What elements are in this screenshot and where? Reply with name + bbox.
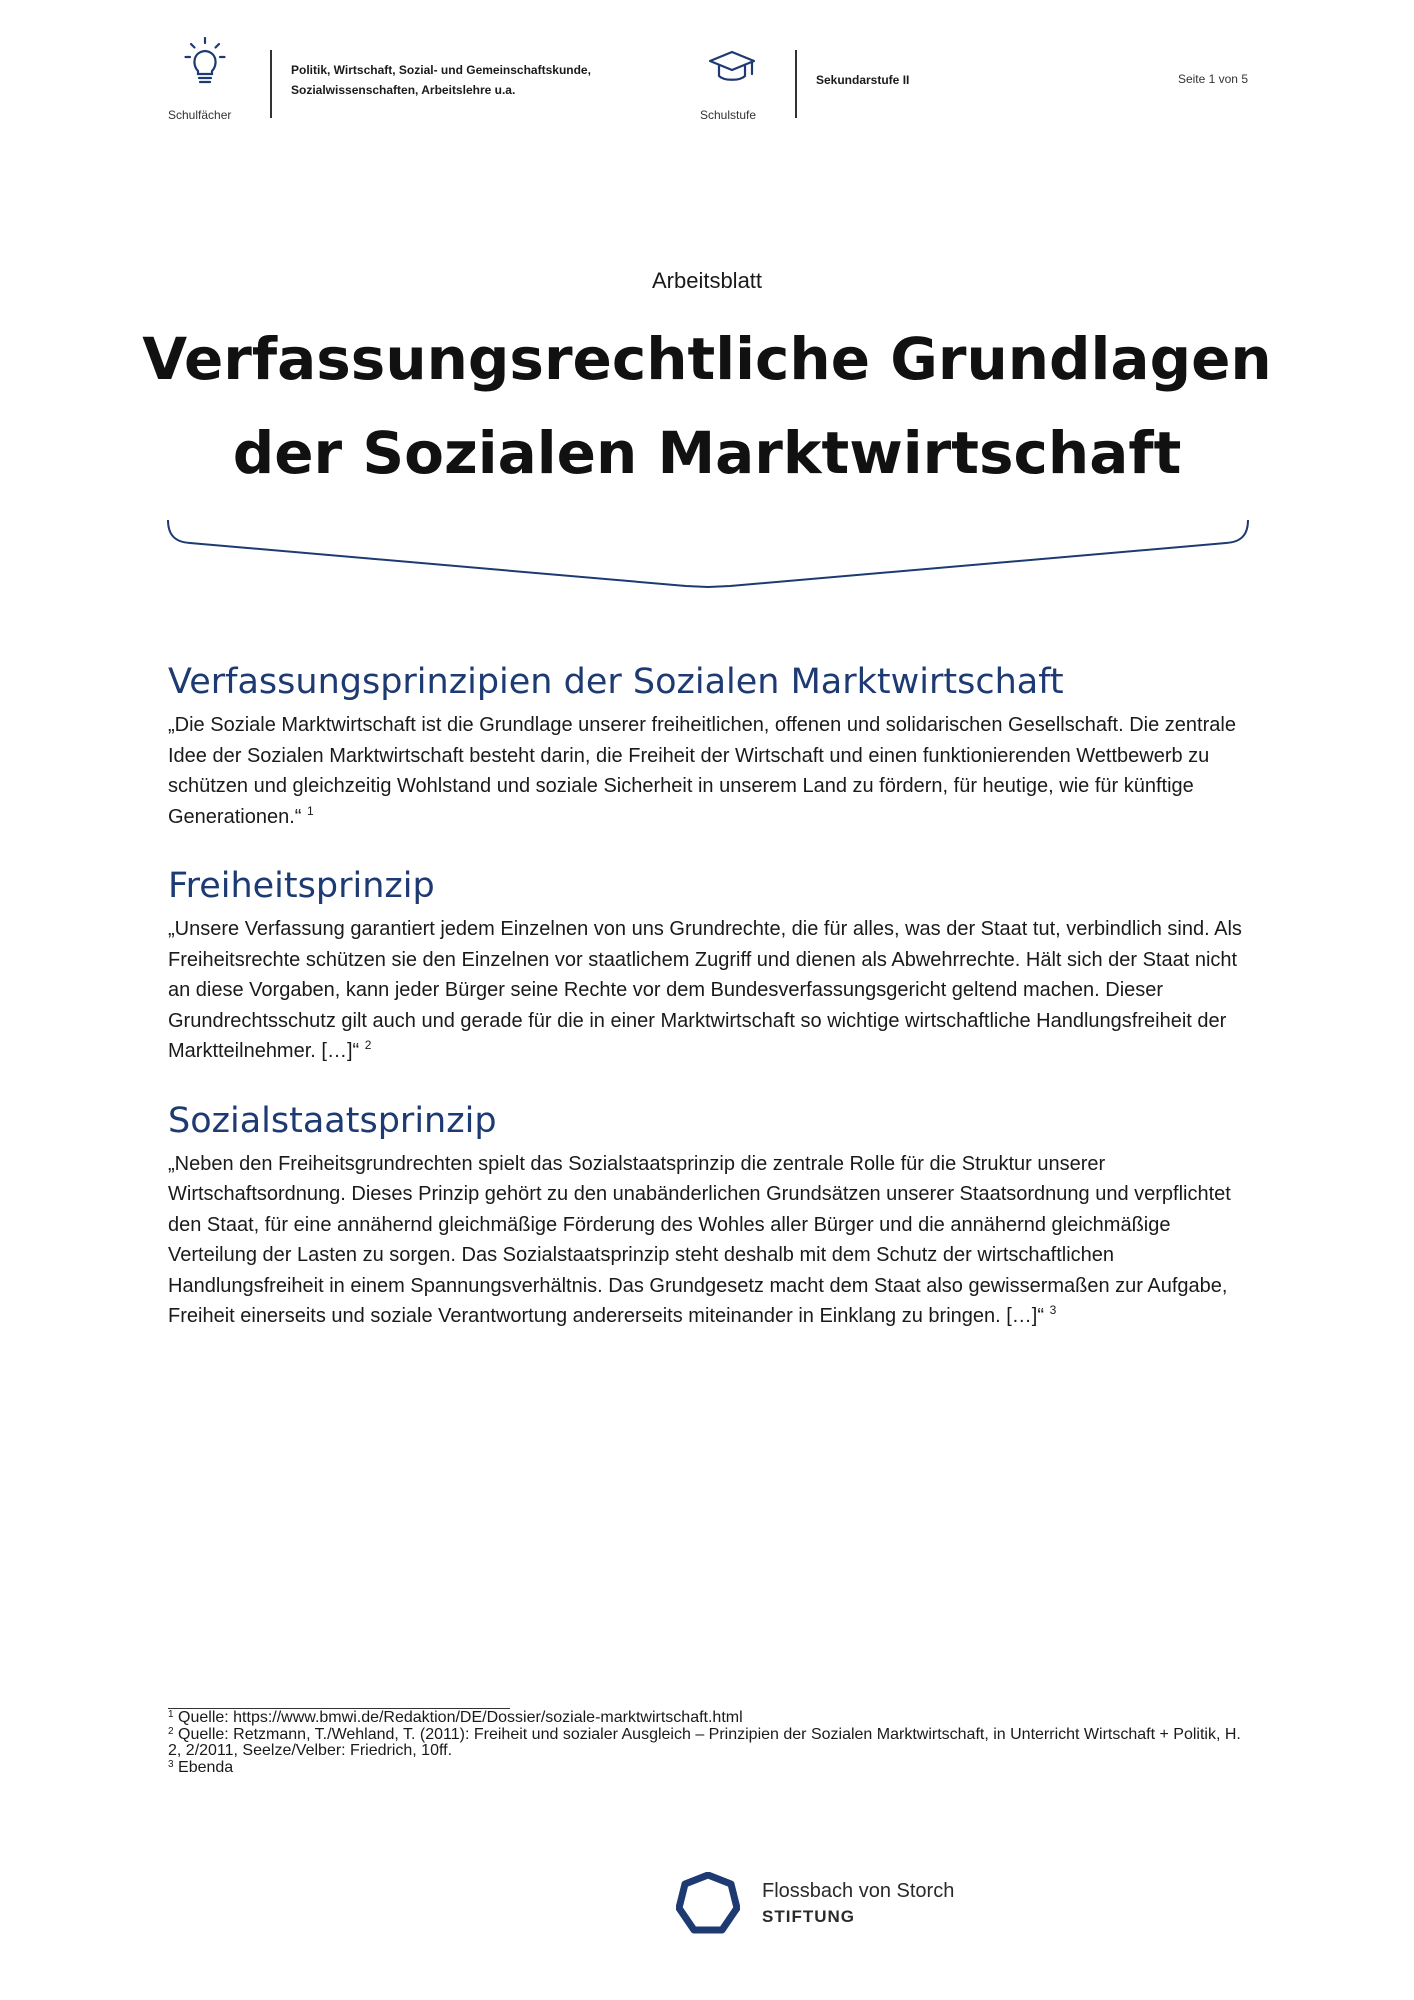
page-number: Seite 1 von 5 [1177, 72, 1248, 86]
title-line-1: Verfassungsrechtliche Grundlagen [142, 325, 1272, 393]
title-brace-divider [166, 520, 1250, 590]
section-freiheitsprinzip [168, 862, 1248, 1067]
document-kicker: Arbeitsblatt [651, 268, 763, 293]
footnote-ref[interactable]: 2 [364, 1038, 372, 1052]
footnote-item: $^3$ Ebenda [168, 1758, 234, 1776]
page-header [0, 30, 1414, 130]
section-paragraph: „Unsere Verfassung garantiert jedem Einzelnen von uns Grundrechte, die für alles, was der Staat tut, verbindlich sind. Als Freiheitsrechte schützen sie den Einzelnen vor staatlichem Zugriff und dienen als Abwehrrechte. Hält sich der Staat nicht an diese Vorgaben, kann jeder Bürger seine Rechte vor dem Bundesverfassungsgericht geltend machen. Dieser Grundrechtsschutz gilt auch und gerade für die in einer Marktwirtschaft so wichtige wirtschaftliche Handlungsfreiheit der Marktteilnehmer. […]“ $^2$ [168, 918, 1242, 1062]
main-content [168, 658, 1248, 1362]
section-heading: Verfassungsprinzipien der Sozialen Marktwirtschaft [168, 662, 1064, 702]
section-paragraph: „Die Soziale Marktwirtschaft ist die Grundlage unserer freiheitlichen, offenen und solidarischen Gesellschaft. Die zentrale Idee der Sozialen Marktwirtschaft besteht darin, die Freiheit der Wirtschaft und einen funktionierenden Wettbewerb zu schützen und gleichzeitig Wohlstand und soziale Sicherheit in unserem Land zu fördern, für heutige, wie für künftige Generationen.“ $^1$ [168, 714, 1236, 828]
logo-name: Flossbach von Storch [762, 1880, 955, 1902]
graduation-cap-icon [708, 50, 756, 86]
subjects-line-1: Politik, Wirtschaft, Sozial- und Gemeinschaftskunde, [291, 63, 591, 77]
section-paragraph: „Neben den Freiheitsgrundrechten spielt das Sozialstaatsprinzip die zentrale Rolle für die Struktur unserer Wirtschaftsordnung. Dieses Prinzip gehört zu den unabänderlichen Grundsätzen unserer Staatsordnung und verpflichtet den Staat, für eine annähernd gleichmäßige Förderung des Wohles aller Bürger und die annähernd gleichmäßige Verteilung der Lasten zu sorgen. Das Sozialstaatsprinzip steht deshalb mit dem Schutz der wirtschaftlichen Handlungsfreiheit in einem Spannungsverhältnis. Das Grundgesetz macht dem Staat also gewissermaßen zur Aufgabe, Freiheit einerseits und soziale Verantwortung andererseits miteinander in Einklang zu bringen. […]“ $^3$ [168, 1152, 1231, 1327]
header-divider [795, 50, 797, 118]
header-divider [270, 50, 272, 118]
title-line-2: der Sozialen Marktwirtschaft [232, 419, 1182, 487]
subjects-caption: Schulfächer [168, 108, 232, 122]
section-heading: Freiheitsprinzip [168, 866, 435, 906]
section-sozialstaatsprinzip [168, 1097, 1248, 1332]
footnotes [168, 1710, 1248, 1776]
footnote-ref[interactable]: 3 [1049, 1303, 1057, 1317]
logo-subtitle: STIFTUNG [762, 1907, 855, 1926]
section-verfassungsprinzipien [168, 658, 1248, 832]
lightbulb-icon [184, 36, 226, 90]
subjects-line-2: Sozialwissenschaften, Arbeitslehre u.a. [291, 83, 516, 97]
document-title [100, 312, 1314, 500]
footnote-ref[interactable]: 1 [306, 803, 314, 818]
footnote-item: $^1$ Quelle: https://www.bmwi.de/Redaktion/DE/Dossier/soziale-marktwirtschaft.html [168, 1709, 743, 1726]
level-caption: Schulstufe [700, 108, 757, 122]
level-value: Sekundarstufe II [816, 73, 910, 87]
foundation-logo-icon [676, 1872, 740, 1936]
footnote-item: $^2$ Quelle: Retzmann, T./Wehland, T. (2011): Freiheit und sozialer Ausgleich – Prinzipien der Sozialen Marktwirtschaft, in Unterricht Wirtschaft + Politik, H. 2, 2/2011, Seelze/Velber: Friedrich, 10ff. [168, 1725, 1241, 1759]
section-heading: Sozialstaatsprinzip [168, 1100, 497, 1141]
